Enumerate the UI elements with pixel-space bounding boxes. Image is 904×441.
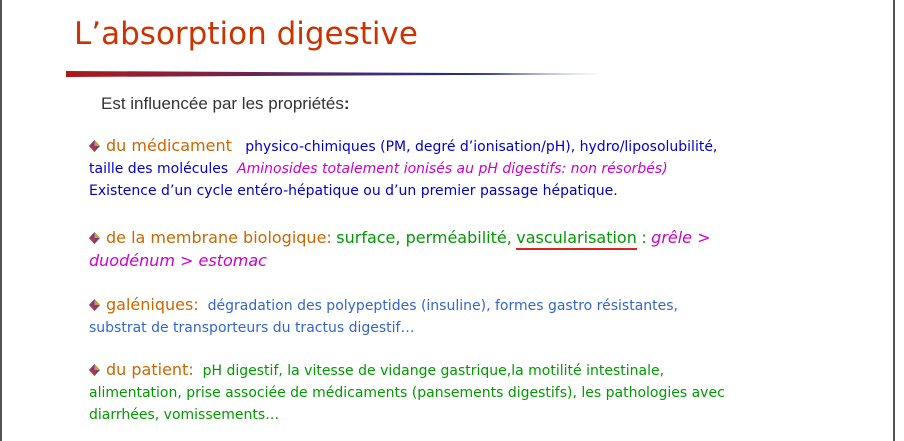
section-membrane-colon: : bbox=[641, 228, 647, 247]
section-galenic-line-1 bbox=[89, 294, 678, 317]
section-drug bbox=[89, 135, 717, 202]
section-membrane bbox=[89, 227, 711, 273]
intro-text bbox=[101, 94, 350, 114]
section-galenic-line-2 bbox=[89, 317, 678, 339]
section-drug-line-2-text: taille des molécules bbox=[89, 161, 229, 177]
diamond-bullet-icon bbox=[89, 364, 100, 376]
section-patient-line-1 bbox=[89, 359, 725, 382]
section-drug-heading: du médicament bbox=[106, 136, 232, 155]
section-patient-line-3 bbox=[89, 404, 725, 426]
section-membrane-heading: de la membrane biologique: bbox=[106, 228, 332, 247]
section-drug-line-3-text: Existence d’un cycle entéro-hépatique ou d’un premier passage hépatique. bbox=[89, 183, 618, 199]
diamond-bullet-icon bbox=[89, 232, 100, 244]
section-membrane-underlined: vascularisation bbox=[516, 228, 637, 250]
section-drug-line-1 bbox=[89, 135, 717, 158]
section-galenic-line-1-text: dégradation des polypeptides (insuline), formes gastro résistantes, bbox=[207, 298, 679, 314]
section-membrane-example-2: duodénum > estomac bbox=[89, 251, 267, 270]
section-drug-example: Aminosides totalement ionisés au pH digestifs: non résorbés) bbox=[237, 161, 668, 177]
section-galenic bbox=[89, 294, 678, 339]
section-patient-line-3-text: diarrhées, vomissements… bbox=[89, 407, 280, 423]
section-patient-line-1-text: pH digestif, la vitesse de vidange gastrique,la motilité intestinale, bbox=[202, 363, 665, 379]
section-membrane-line-1-text: surface, perméabilité, bbox=[336, 228, 512, 247]
section-patient-heading: du patient: bbox=[106, 360, 194, 379]
section-patient-line-2-text: alimentation, prise associée de médicaments (pansements digestifs), les pathologies avec bbox=[89, 385, 725, 401]
section-membrane-example-1: grêle > bbox=[651, 228, 711, 247]
section-drug-line-2 bbox=[89, 158, 717, 180]
diamond-bullet-icon bbox=[89, 299, 100, 311]
intro-colon: : bbox=[343, 94, 350, 113]
section-galenic-heading: galéniques: bbox=[106, 295, 199, 314]
slide-left-border bbox=[0, 0, 2, 441]
intro-label: Est influencée par les propriétés bbox=[101, 94, 344, 113]
title-underline-rule bbox=[66, 71, 597, 77]
section-membrane-line-1 bbox=[89, 227, 711, 250]
slide-title: L’absorption digestive bbox=[74, 16, 418, 52]
section-membrane-line-2 bbox=[89, 250, 711, 273]
section-patient bbox=[89, 359, 725, 426]
diamond-bullet-icon bbox=[89, 140, 100, 152]
section-galenic-line-2-text: substrat de transporteurs du tractus digestif… bbox=[89, 320, 415, 336]
section-patient-line-2 bbox=[89, 382, 725, 404]
section-drug-line-3 bbox=[89, 180, 717, 202]
section-drug-line-1-text: physico-chimiques (PM, degré d’ionisation/pH), hydro/liposolubilité, bbox=[245, 139, 718, 155]
slide-right-border bbox=[893, 0, 895, 441]
